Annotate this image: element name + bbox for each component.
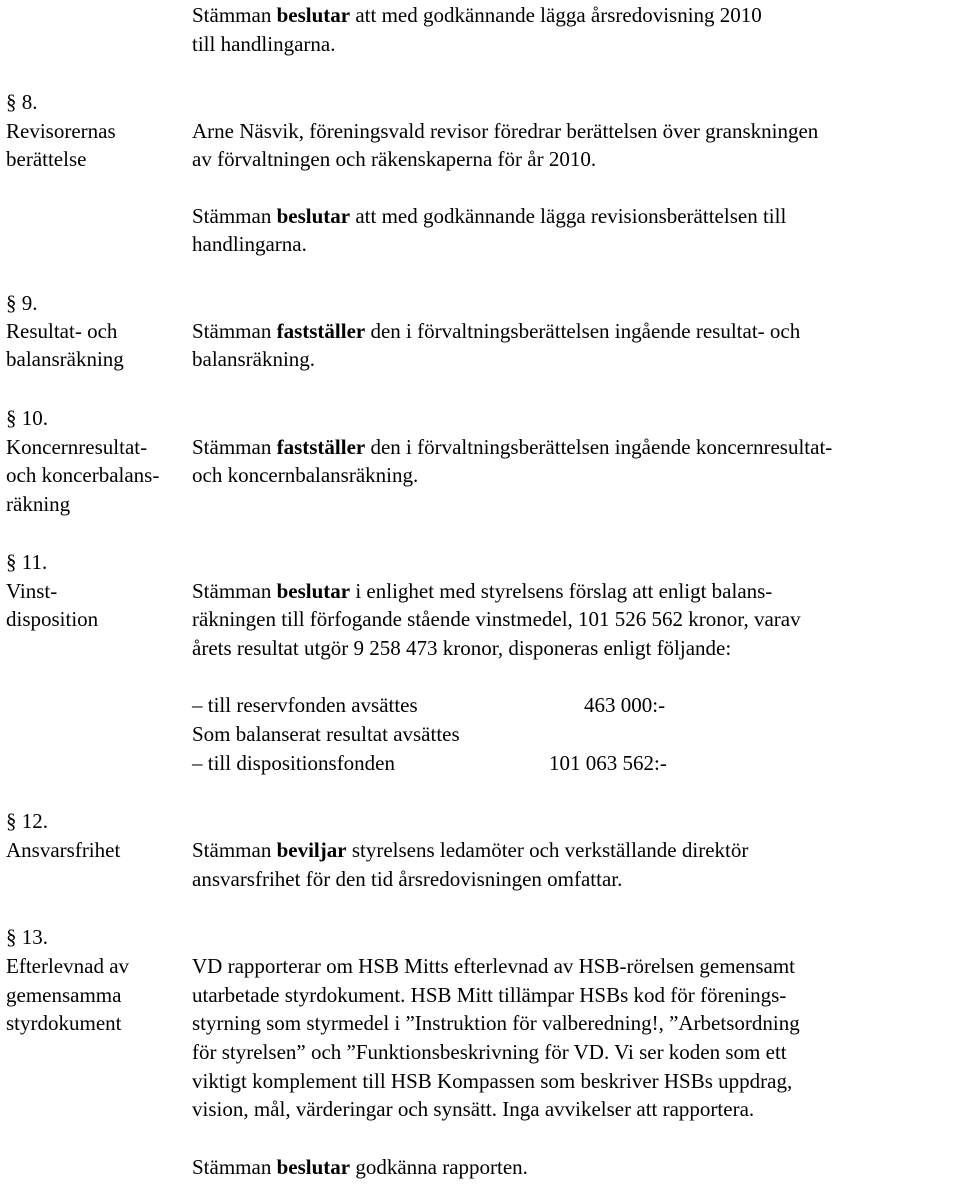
section-10-decision-line1 bbox=[192, 434, 832, 461]
decision-text: att med godkännande lägga revisionsberättelsen till bbox=[350, 204, 787, 228]
section-10-heading-line1: Koncernresultat- bbox=[6, 435, 148, 459]
section-9-decision-line2: balansräkning. bbox=[192, 347, 316, 371]
section-8-decision-line1 bbox=[192, 203, 786, 230]
section-13-body-line5: viktigt komplement till HSB Kompassen som beskriver HSBs uppdrag, bbox=[192, 1069, 793, 1093]
allocation-amount-dispositionsfond: 101 063 562:- bbox=[549, 751, 667, 775]
decision-verb: fastställer bbox=[276, 435, 366, 459]
decision-verb: beslutar bbox=[276, 3, 351, 27]
section-13-decision-line1 bbox=[192, 1154, 528, 1181]
section-8-body-line2: av förvaltningen och räkenskaperna för år 2010. bbox=[192, 147, 597, 171]
section-10-number: § 10. bbox=[6, 406, 48, 430]
decision-verb: beslutar bbox=[276, 1155, 351, 1179]
allocation-label-balanserat: Som balanserat resultat avsättes bbox=[192, 722, 460, 746]
section-13-body-line1: VD rapporterar om HSB Mitts efterlevnad av HSB-rörelsen gemensamt bbox=[192, 954, 796, 978]
decision-verb: beslutar bbox=[276, 204, 351, 228]
section-13-heading-line1: Efterlevnad av bbox=[6, 954, 130, 978]
section-9-decision-line1 bbox=[192, 318, 800, 345]
allocation-label-dispositionsfond: – till dispositionsfonden bbox=[192, 751, 396, 775]
section-11-decision-line1 bbox=[192, 578, 772, 605]
section-8-number: § 8. bbox=[6, 90, 38, 114]
section-13-body-line3: styrning som styrmedel i ”Instruktion för valberedning!, ”Arbetsordning bbox=[192, 1011, 800, 1035]
section-11-heading-line2: disposition bbox=[6, 607, 99, 631]
decision-text: i enlighet med styrelsens förslag att enligt balans- bbox=[350, 579, 773, 603]
decision-verb: beslutar bbox=[276, 579, 351, 603]
decision-verb: fastställer bbox=[276, 319, 366, 343]
intro-decision-line2: till handlingarna. bbox=[192, 32, 336, 56]
section-10-decision-line2: och koncernbalansräkning. bbox=[192, 463, 419, 487]
section-8-heading-line1: Revisorernas bbox=[6, 119, 116, 143]
section-11-heading-line1: Vinst- bbox=[6, 579, 58, 603]
section-9-number: § 9. bbox=[6, 291, 38, 315]
decision-subject: Stämman bbox=[192, 838, 277, 862]
intro-decision-line1 bbox=[192, 2, 762, 29]
decision-subject: Stämman bbox=[192, 1155, 277, 1179]
decision-text: godkänna rapporten. bbox=[350, 1155, 528, 1179]
section-12-number: § 12. bbox=[6, 809, 48, 833]
decision-text: att med godkännande lägga årsredovisning 2010 bbox=[350, 3, 762, 27]
section-10-heading-line2: och koncerbalans- bbox=[6, 463, 160, 487]
decision-subject: Stämman bbox=[192, 204, 277, 228]
section-13-number: § 13. bbox=[6, 925, 48, 949]
section-8-body-line1: Arne Näsvik, föreningsvald revisor föredrar berättelsen över granskningen bbox=[192, 119, 819, 143]
section-8-decision-line2: handlingarna. bbox=[192, 232, 307, 256]
section-13-heading-line2: gemensamma bbox=[6, 983, 122, 1007]
section-10-heading-line3: räkning bbox=[6, 492, 71, 516]
section-13-body-line4: för styrelsen” och ”Funktionsbeskrivning för VD. Vi ser koden som ett bbox=[192, 1040, 787, 1064]
section-9-heading-line1: Resultat- och bbox=[6, 319, 118, 343]
allocation-label-reservfond: – till reservfonden avsättes bbox=[192, 693, 418, 717]
section-9-heading-line2: balansräkning bbox=[6, 347, 124, 371]
section-13-body-line2: utarbetade styrdokument. HSB Mitt tillämpar HSBs kod för förenings- bbox=[192, 983, 787, 1007]
section-12-decision-line1 bbox=[192, 837, 748, 864]
section-8-heading-line2: berättelse bbox=[6, 147, 87, 171]
section-11-decision-line3: årets resultat utgör 9 258 473 kronor, disponeras enligt följande: bbox=[192, 636, 732, 660]
section-12-heading-line1: Ansvarsfrihet bbox=[6, 838, 121, 862]
section-11-number: § 11. bbox=[6, 550, 48, 574]
decision-subject: Stämman bbox=[192, 579, 277, 603]
decision-subject: Stämman bbox=[192, 3, 277, 27]
allocation-amount-reservfond: 463 000:- bbox=[584, 693, 666, 717]
decision-verb: beviljar bbox=[276, 838, 347, 862]
section-11-decision-line2: räkningen till förfogande stående vinstmedel, 101 526 562 kronor, varav bbox=[192, 607, 801, 631]
section-13-heading-line3: styrdokument bbox=[6, 1011, 122, 1035]
decision-text: styrelsens ledamöter och verkställande direktör bbox=[346, 838, 749, 862]
decision-subject: Stämman bbox=[192, 319, 277, 343]
section-13-body-line6: vision, mål, värderingar och synsätt. Inga avvikelser att rapportera. bbox=[192, 1097, 755, 1121]
decision-text: den i förvaltningsberättelsen ingående koncernresultat- bbox=[365, 435, 833, 459]
section-12-decision-line2: ansvarsfrihet för den tid årsredovisningen omfattar. bbox=[192, 867, 623, 891]
decision-subject: Stämman bbox=[192, 435, 277, 459]
decision-text: den i förvaltningsberättelsen ingående resultat- och bbox=[365, 319, 801, 343]
